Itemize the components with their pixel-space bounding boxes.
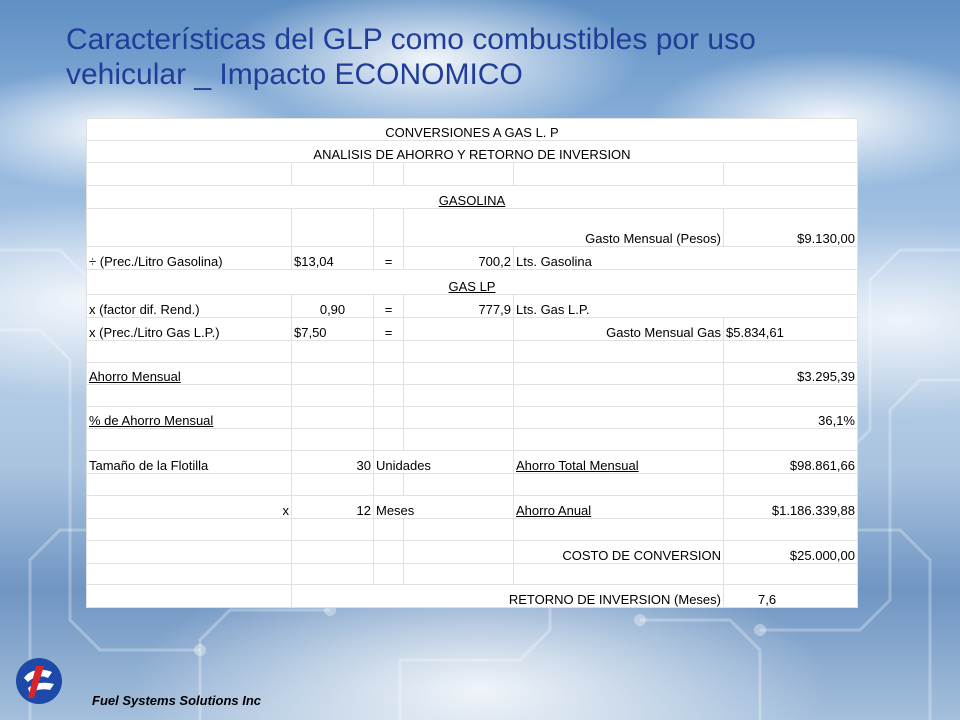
ahorro-total-label: Ahorro Total Mensual bbox=[514, 451, 724, 474]
footer-company-name: Fuel Systems Solutions Inc bbox=[92, 693, 262, 708]
slide-title-line2: vehicular _ Impacto ECONOMICO bbox=[66, 58, 523, 91]
ahorro-anual-value: $1.186.339,88 bbox=[724, 496, 858, 519]
flotilla-value: 30 bbox=[292, 451, 374, 474]
equals-sign: = bbox=[374, 247, 404, 270]
meses-value: 12 bbox=[292, 496, 374, 519]
table-row bbox=[87, 209, 858, 247]
equals-sign: = bbox=[374, 295, 404, 318]
section-gaslp: GAS LP bbox=[87, 270, 858, 295]
costo-conversion-value: $25.000,00 bbox=[724, 541, 858, 564]
table-row bbox=[87, 270, 858, 295]
costo-conversion-label: COSTO DE CONVERSION bbox=[514, 541, 724, 564]
table-row bbox=[87, 163, 858, 186]
litros-gasolina-label: Lts. Gasolina bbox=[514, 247, 858, 270]
fuel-systems-logo-icon bbox=[14, 656, 64, 706]
x-label: x bbox=[87, 496, 292, 519]
table-row bbox=[87, 496, 858, 519]
prec-gasolina-label: ÷ (Prec./Litro Gasolina) bbox=[87, 247, 292, 270]
table-row bbox=[87, 429, 858, 451]
gasto-gas-value: $5.834,61 bbox=[724, 318, 858, 341]
gasto-gas-label: Gasto Mensual Gas bbox=[514, 318, 724, 341]
table-row bbox=[87, 295, 858, 318]
table-row bbox=[87, 141, 858, 163]
factor-label: x (factor dif. Rend.) bbox=[87, 295, 292, 318]
ahorro-mensual-value: $3.295,39 bbox=[724, 363, 858, 385]
unidades-label: Unidades bbox=[374, 451, 514, 474]
meses-label: Meses bbox=[374, 496, 514, 519]
table-row bbox=[87, 564, 858, 585]
prec-gas-label: x (Prec./Litro Gas L.P.) bbox=[87, 318, 292, 341]
table-row bbox=[87, 318, 858, 341]
sheet-header-analisis: ANALISIS DE AHORRO Y RETORNO DE INVERSION bbox=[87, 141, 858, 163]
table-row bbox=[87, 519, 858, 541]
pct-ahorro-label: % de Ahorro Mensual bbox=[87, 407, 292, 429]
gasto-mensual-label: Gasto Mensual (Pesos) bbox=[404, 209, 724, 247]
pct-ahorro-value: 36,1% bbox=[724, 407, 858, 429]
table-row bbox=[87, 341, 858, 363]
table-row bbox=[87, 407, 858, 429]
retorno-label: RETORNO DE INVERSION (Meses) bbox=[292, 585, 724, 608]
slide-title-line1: Características del GLP como combustibles por uso bbox=[66, 23, 756, 56]
ahorro-total-value: $98.861,66 bbox=[724, 451, 858, 474]
litros-gas-value: 777,9 bbox=[404, 295, 514, 318]
sheet-header-conversiones: CONVERSIONES A GAS L. P bbox=[87, 119, 858, 141]
table-row bbox=[87, 385, 858, 407]
prec-gas-value: $7,50 bbox=[292, 318, 374, 341]
table-row bbox=[87, 474, 858, 496]
table-row bbox=[87, 451, 858, 474]
table-row bbox=[87, 247, 858, 270]
savings-spreadsheet bbox=[86, 118, 858, 608]
table-row bbox=[87, 541, 858, 564]
section-gasolina: GASOLINA bbox=[87, 186, 858, 209]
gasto-mensual-value: $9.130,00 bbox=[724, 209, 858, 247]
flotilla-label: Tamaño de la Flotilla bbox=[87, 451, 292, 474]
factor-value: 0,90 bbox=[292, 295, 374, 318]
ahorro-mensual-label: Ahorro Mensual bbox=[87, 363, 292, 385]
table-row bbox=[87, 186, 858, 209]
ahorro-anual-label: Ahorro Anual bbox=[514, 496, 724, 519]
litros-gasolina-value: 700,2 bbox=[404, 247, 514, 270]
table-row bbox=[87, 585, 858, 608]
slide-title bbox=[66, 22, 926, 92]
prec-gasolina-value: $13,04 bbox=[292, 247, 374, 270]
retorno-value: 7,6 bbox=[724, 585, 858, 608]
table-row bbox=[87, 119, 858, 141]
litros-gas-label: Lts. Gas L.P. bbox=[514, 295, 858, 318]
table-row bbox=[87, 363, 858, 385]
equals-sign: = bbox=[374, 318, 404, 341]
